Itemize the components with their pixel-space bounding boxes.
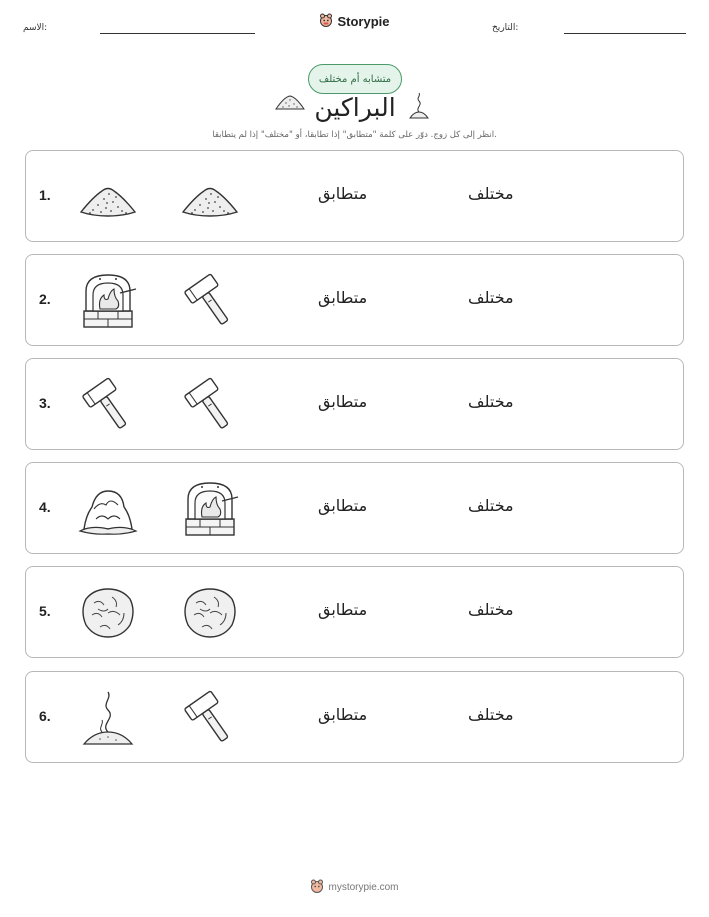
option-same[interactable]: متطابق (318, 392, 368, 411)
storypie-mascot-icon (310, 879, 324, 896)
option-different[interactable]: مختلف (468, 392, 514, 411)
steam-vent-icon (409, 92, 429, 124)
footer (0, 878, 709, 897)
storypie-mascot-icon (319, 12, 333, 31)
ash-pile-icon (78, 167, 138, 227)
option-same[interactable]: متطابق (318, 184, 368, 203)
hammer-icon (180, 271, 240, 331)
question-number: 4. (39, 499, 51, 515)
option-different[interactable]: مختلف (468, 288, 514, 307)
footer-site[interactable]: mystorypie.com (328, 882, 399, 893)
option-same[interactable]: متطابق (318, 705, 368, 724)
question-row (25, 358, 684, 450)
page-title: البراكين (314, 93, 396, 122)
name-label: الاسم: (23, 23, 48, 33)
option-same[interactable]: متطابق (318, 288, 368, 307)
hammer-icon (78, 375, 138, 435)
volcanic-rock-icon (180, 583, 240, 643)
question-row (25, 254, 684, 346)
hammer-icon (180, 688, 240, 748)
option-different[interactable]: مختلف (468, 705, 514, 724)
question-number: 2. (39, 291, 51, 307)
name-field[interactable] (100, 33, 255, 34)
question-number: 5. (39, 603, 51, 619)
volcanic-rock-icon (78, 583, 138, 643)
option-different[interactable]: مختلف (468, 184, 514, 203)
instructions: انظر إلى كل زوج. دوّر على كلمة "متطابق" إذا تطابقا، أو "مختلف" إذا لم يتطابقا. (212, 130, 497, 140)
question-row (25, 462, 684, 554)
forge-furnace-icon (180, 479, 240, 539)
question-row (25, 150, 684, 242)
date-label: التاريخ: (492, 23, 519, 33)
option-same[interactable]: متطابق (318, 600, 368, 619)
ash-pile-icon (180, 167, 240, 227)
question-row (25, 566, 684, 658)
question-number: 1. (39, 187, 51, 203)
lava-mound-icon (78, 479, 138, 539)
forge-furnace-icon (78, 271, 138, 331)
steam-vent-icon (78, 688, 138, 748)
hammer-icon (180, 375, 240, 435)
date-field[interactable] (564, 33, 686, 34)
question-number: 6. (39, 708, 51, 724)
option-different[interactable]: مختلف (468, 496, 514, 515)
brand-logo (0, 12, 709, 31)
question-row (25, 671, 684, 763)
brand-name: Storypie (337, 14, 390, 29)
question-number: 3. (39, 395, 51, 411)
option-same[interactable]: متطابق (318, 496, 368, 515)
option-different[interactable]: مختلف (468, 600, 514, 619)
category-pill: متشابه أم مختلف (308, 64, 402, 94)
